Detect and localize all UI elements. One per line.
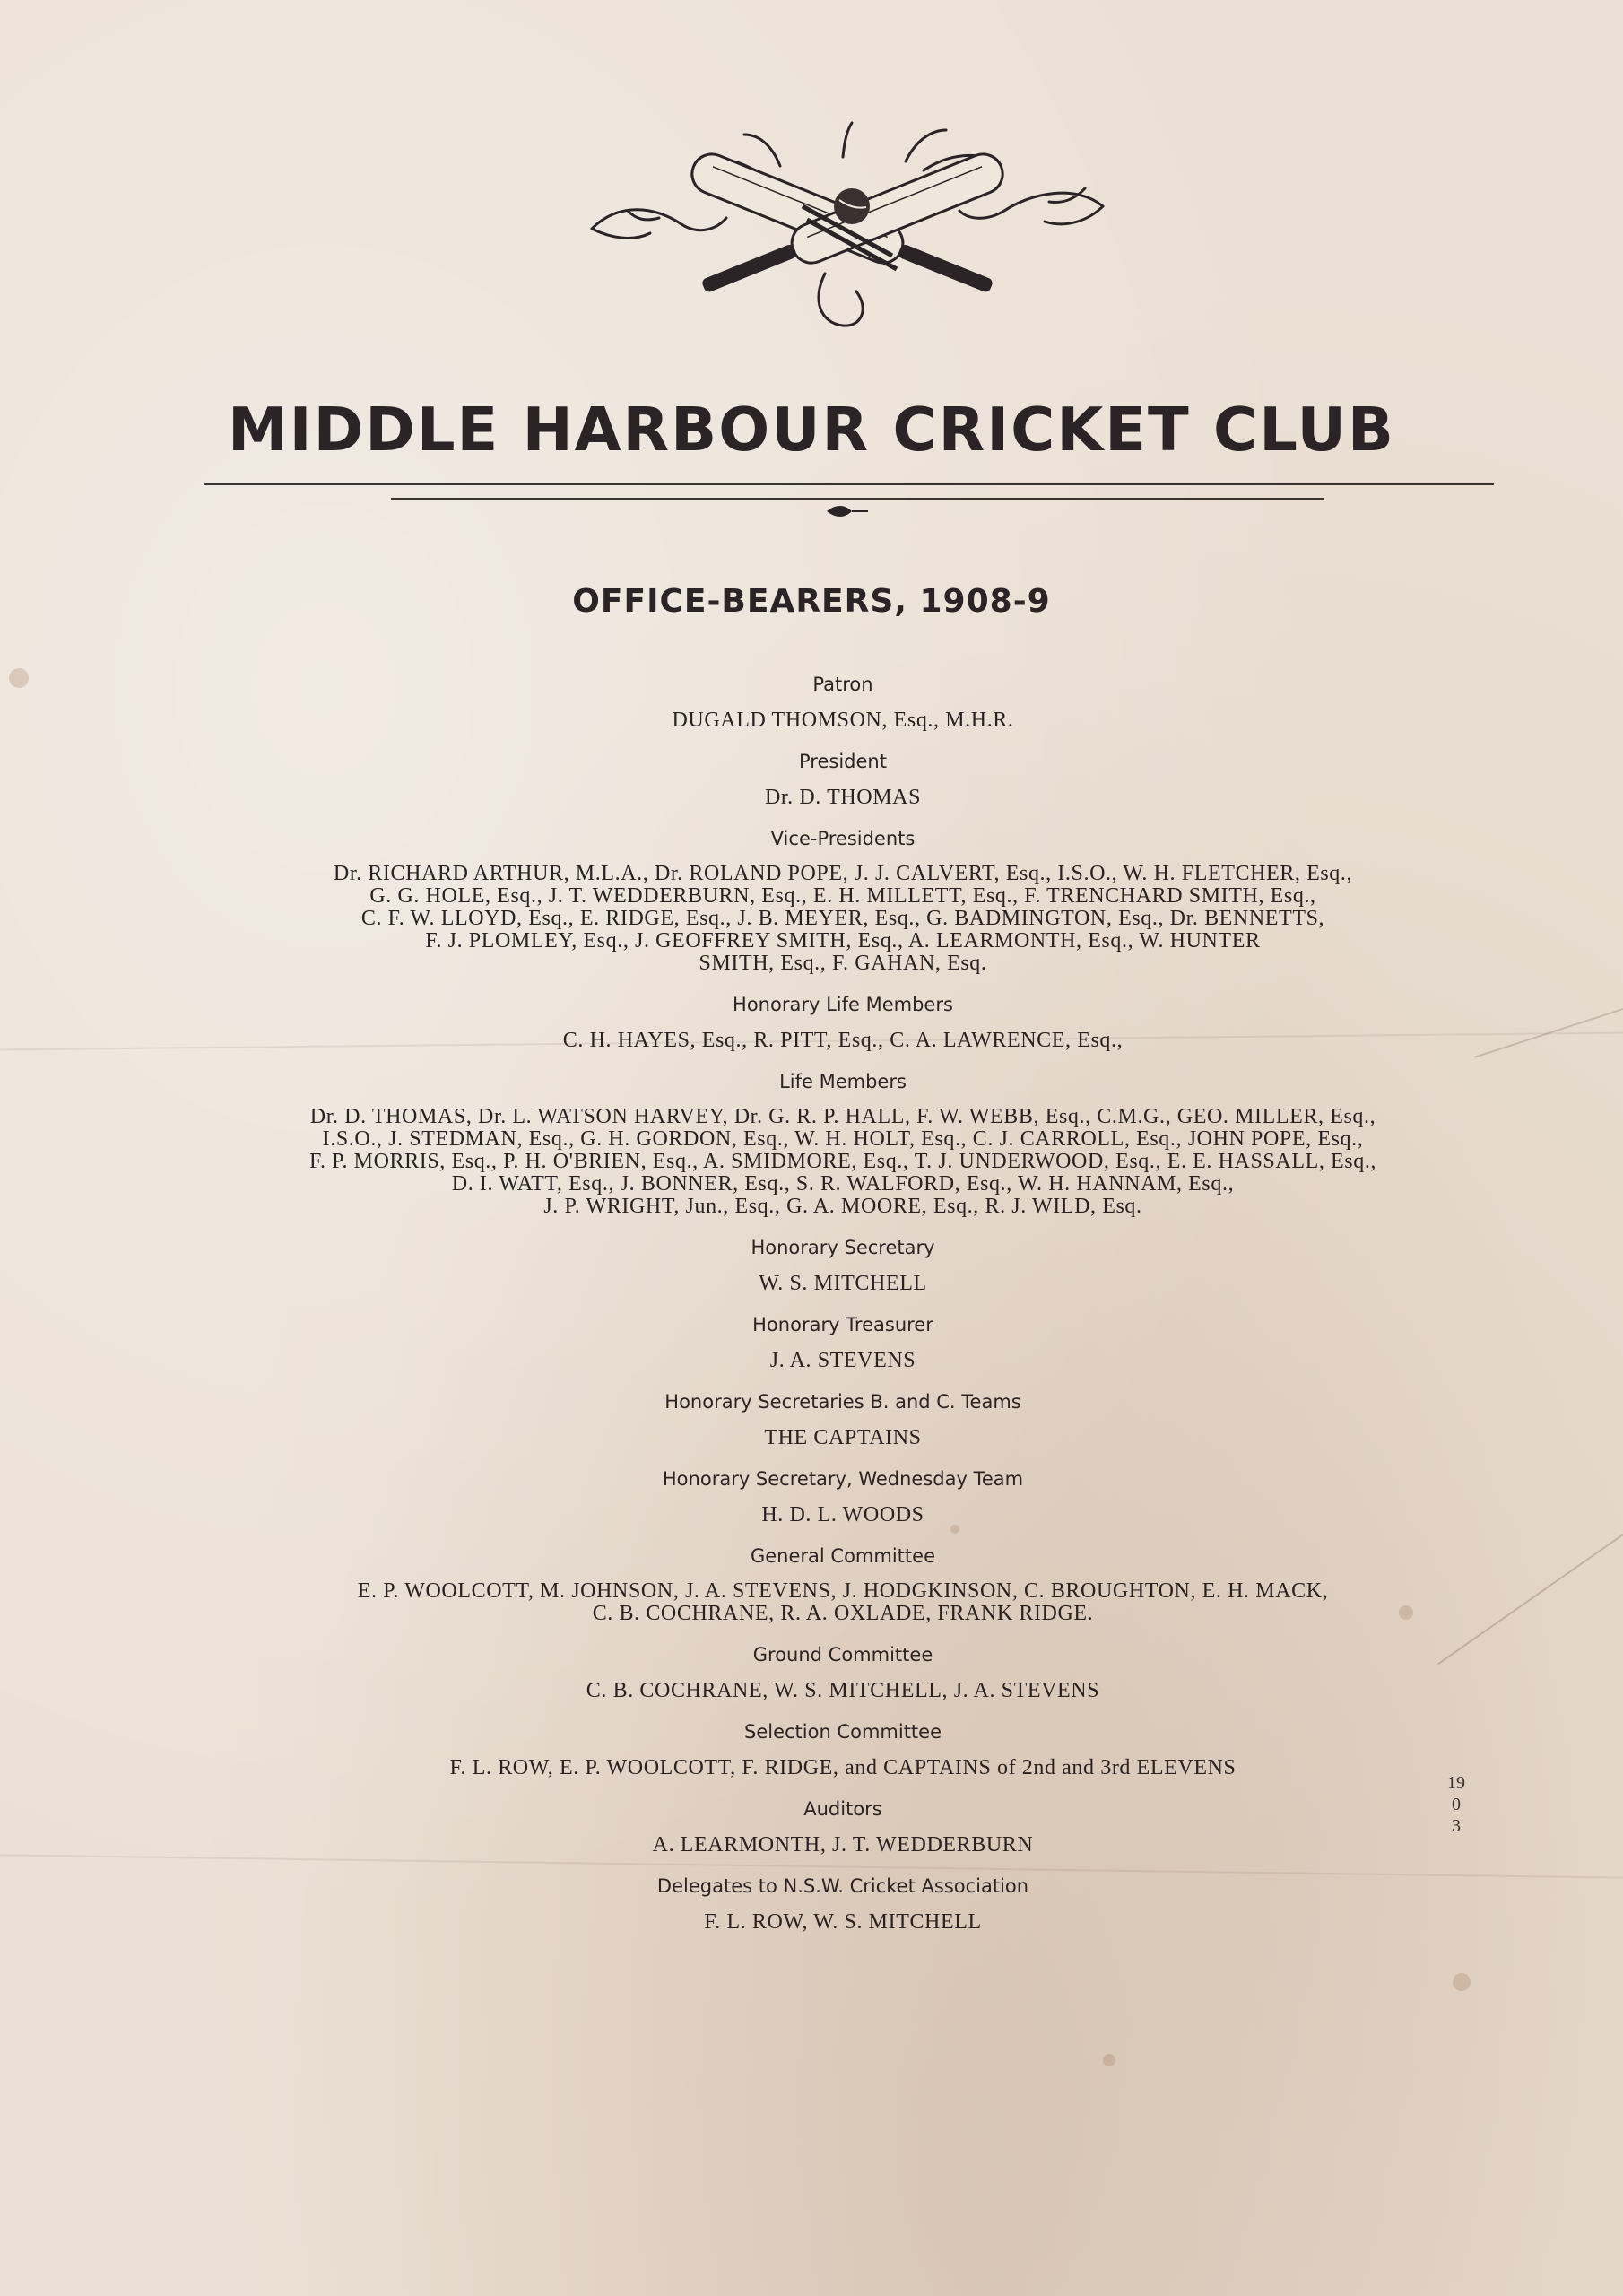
name-line: F. P. MORRIS, Esq., P. H. O'BRIEN, Esq., A. SMIDMORE, Esq., T. J. UNDERWOOD, Esq., E. E. HASSALL, Esq., <box>308 1150 1377 1173</box>
office-section <box>206 1388 1480 1449</box>
section-heading: Vice-Presidents <box>770 828 916 849</box>
side-margin-mark <box>1438 1772 1474 1837</box>
office-bearers-list <box>206 671 1480 1950</box>
section-heading: Patron <box>812 674 873 695</box>
name-line: C. B. COCHRANE, R. A. OXLADE, FRANK RIDGE. <box>592 1602 1094 1625</box>
title-rule <box>204 483 1494 485</box>
name-line: DUGALD THOMSON, Esq., M.H.R. <box>672 709 1014 732</box>
section-heading: Selection Committee <box>743 1721 942 1743</box>
section-names <box>206 1910 1480 1934</box>
section-names <box>206 1833 1480 1857</box>
name-line: C. H. HAYES, Esq., R. PITT, Esq., C. A. LAWRENCE, Esq., <box>562 1029 1124 1052</box>
office-section <box>206 1465 1480 1526</box>
office-section <box>206 991 1480 1052</box>
office-section <box>206 1641 1480 1702</box>
name-line: D. I. WATT, Esq., J. BONNER, Esq., S. R. WALFORD, Esq., W. H. HANNAM, Esq., <box>451 1172 1235 1196</box>
section-names <box>206 786 1480 809</box>
name-line: F. L. ROW, E. P. WOOLCOTT, F. RIDGE, and CAPTAINS of 2nd and 3rd ELEVENS <box>449 1756 1237 1779</box>
section-heading: Honorary Treasurer <box>752 1314 933 1335</box>
section-heading: Honorary Secretaries B. and C. Teams <box>664 1391 1021 1413</box>
name-line: F. L. ROW, W. S. MITCHELL <box>704 1910 982 1934</box>
section-heading: Honorary Secretary, Wednesday Team <box>662 1468 1024 1490</box>
paper-stain <box>1453 1973 1471 1991</box>
crossed-cricket-bats-emblem-icon <box>583 121 1112 332</box>
section-names <box>206 1029 1480 1052</box>
side-mark-line: 19 <box>1447 1773 1465 1793</box>
title-rule <box>391 498 1324 500</box>
name-line: SMITH, Esq., F. GAHAN, Esq. <box>699 952 987 975</box>
office-bearers-title: OFFICE-BEARERS, 1908-9 <box>572 583 1051 620</box>
section-heading: Honorary Life Members <box>733 994 953 1015</box>
office-section <box>206 1796 1480 1857</box>
section-names <box>206 1272 1480 1295</box>
section-heading: Honorary Secretary <box>751 1237 935 1258</box>
section-names <box>206 1679 1480 1702</box>
office-section <box>206 1068 1480 1218</box>
office-section <box>206 1873 1480 1934</box>
section-names <box>206 1349 1480 1372</box>
section-heading: General Committee <box>750 1545 935 1567</box>
name-line: THE CAPTAINS <box>764 1426 922 1449</box>
section-names <box>206 1106 1480 1218</box>
office-section <box>206 1311 1480 1372</box>
section-heading: Ground Committee <box>752 1644 933 1665</box>
section-names <box>206 1580 1480 1625</box>
name-line: H. D. L. WOODS <box>761 1503 924 1526</box>
name-line: Dr. D. THOMAS <box>764 786 922 809</box>
name-line: Dr. RICHARD ARTHUR, M.L.A., Dr. ROLAND POPE, J. J. CALVERT, Esq., I.S.O., W. H. FLETCHER, Esq., <box>333 862 1353 885</box>
office-section <box>206 825 1480 975</box>
section-heading: Delegates to N.S.W. Cricket Association <box>656 1875 1029 1897</box>
club-title: MIDDLE HARBOUR CRICKET CLUB <box>227 395 1395 465</box>
name-line: F. J. PLOMLEY, Esq., J. GEOFFREY SMITH, Esq., A. LEARMONTH, Esq., W. HUNTER <box>425 929 1261 952</box>
name-line: A. LEARMONTH, J. T. WEDDERBURN <box>652 1833 1034 1857</box>
section-names <box>206 863 1480 975</box>
ornament-icon <box>825 504 870 518</box>
name-line: G. G. HOLE, Esq., J. T. WEDDERBURN, Esq., E. H. MILLETT, Esq., F. TRENCHARD SMITH, Esq., <box>369 884 1316 908</box>
office-section <box>206 671 1480 732</box>
paper-stain <box>9 668 29 688</box>
office-section <box>206 1234 1480 1295</box>
section-names <box>206 1503 1480 1526</box>
section-heading: President <box>799 751 887 772</box>
name-line: Dr. D. THOMAS, Dr. L. WATSON HARVEY, Dr. G. R. P. HALL, F. W. WEBB, Esq., C.M.G., GEO. MILLER, Esq., <box>309 1105 1376 1128</box>
section-names <box>206 1426 1480 1449</box>
side-mark-line: 0 <box>1452 1795 1461 1814</box>
name-line: J. P. WRIGHT, Jun., Esq., G. A. MOORE, Esq., R. J. WILD, Esq. <box>543 1195 1142 1218</box>
office-section <box>206 1718 1480 1779</box>
name-line: W. S. MITCHELL <box>759 1272 927 1295</box>
paper-stain <box>1103 2054 1115 2066</box>
section-heading: Life Members <box>779 1071 907 1092</box>
office-section <box>206 748 1480 809</box>
office-section <box>206 1543 1480 1625</box>
name-line: C. F. W. LLOYD, Esq., E. RIDGE, Esq., J. B. MEYER, Esq., G. BADMINGTON, Esq., Dr. BENNETTS, <box>360 907 1325 930</box>
section-names <box>206 709 1480 732</box>
section-heading: Auditors <box>803 1798 882 1820</box>
name-line: E. P. WOOLCOTT, M. JOHNSON, J. A. STEVENS, J. HODGKINSON, C. BROUGHTON, E. H. MACK, <box>357 1579 1329 1603</box>
name-line: C. B. COCHRANE, W. S. MITCHELL, J. A. STEVENS <box>586 1679 1100 1702</box>
name-line: I.S.O., J. STEDMAN, Esq., G. H. GORDON, Esq., W. H. HOLT, Esq., C. J. CARROLL, Esq., JOHN POPE, Esq., <box>322 1127 1364 1151</box>
name-line: J. A. STEVENS <box>769 1349 916 1372</box>
side-mark-line: 3 <box>1452 1816 1461 1836</box>
section-names <box>206 1756 1480 1779</box>
